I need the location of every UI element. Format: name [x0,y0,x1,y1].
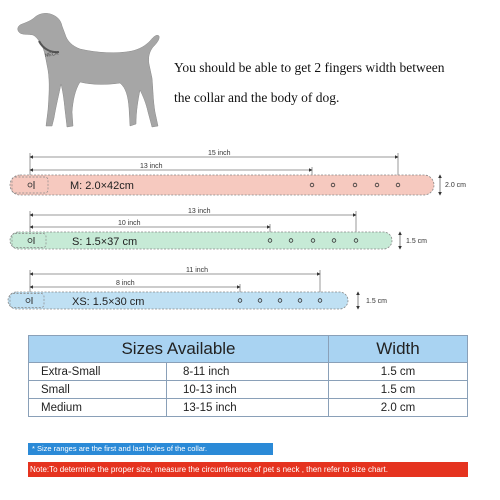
small-hole-2 [289,239,293,243]
collar-extra-small [8,267,387,309]
size-range: 8-11 inch [167,363,329,381]
medium-total-length: 15 inch [208,150,231,157]
medium-collar-label: M: 2.0×42cm [70,180,134,192]
table-row [29,399,468,417]
fit-instruction-line1: You should be able to get 2 fingers width between [174,60,445,75]
size-width: 1.5 cm [329,363,468,381]
size-name: Extra-Small [29,363,167,381]
small-hole-3 [311,239,315,243]
size-name: Small [29,381,167,399]
xs-collar-label: XS: 1.5×30 cm [72,296,145,308]
xs-collar-strap [8,292,348,309]
small-collar-label: S: 1.5×37 cm [72,236,138,248]
header-sizes-available: Sizes Available [29,336,329,363]
dog-silhouette [18,13,159,127]
fit-instruction-line2: the collar and the body of dog. [174,90,340,105]
medium-hole-5 [396,183,400,187]
small-hole-1 [268,239,272,243]
dog-illustration [12,8,167,143]
size-range: 13-15 inch [167,399,329,417]
small-width: 1.5 cm [406,238,428,245]
xs-hole-2 [258,299,262,303]
xs-hole-1 [238,299,242,303]
small-total-length: 13 inch [188,208,211,215]
small-min-length: 10 inch [118,220,141,227]
size-width: 1.5 cm [329,381,468,399]
collar-small [10,208,427,249]
xs-total-length: 11 inch [186,267,209,274]
table-row [29,363,468,381]
collar-medium [10,150,466,195]
xs-hole-4 [298,299,302,303]
xs-width: 1.5 cm [366,298,388,305]
size-width: 2.0 cm [329,399,468,417]
small-hole-4 [332,239,336,243]
measure-note: Note:To determine the proper size, measure the circumference of pet s neck , then refer to size chart. [28,462,468,477]
size-table-header [29,336,468,363]
medium-hole-4 [375,183,379,187]
size-range: 10-13 inch [167,381,329,399]
header-width: Width [329,336,468,363]
size-name: Medium [29,399,167,417]
medium-hole-3 [353,183,357,187]
medium-width: 2.0 cm [445,182,467,189]
xs-hole-5 [318,299,322,303]
medium-hole-1 [310,183,314,187]
collar-diagrams [0,140,500,320]
xs-min-length: 8 inch [116,280,135,287]
medium-min-length: 13 inch [140,163,163,170]
table-row [29,381,468,399]
xs-hole-3 [278,299,282,303]
size-table [28,335,468,417]
medium-hole-2 [331,183,335,187]
size-range-note: * Size ranges are the first and last holes of the collar. [28,443,273,455]
small-hole-5 [354,239,358,243]
neck-label: NECK [44,50,60,59]
